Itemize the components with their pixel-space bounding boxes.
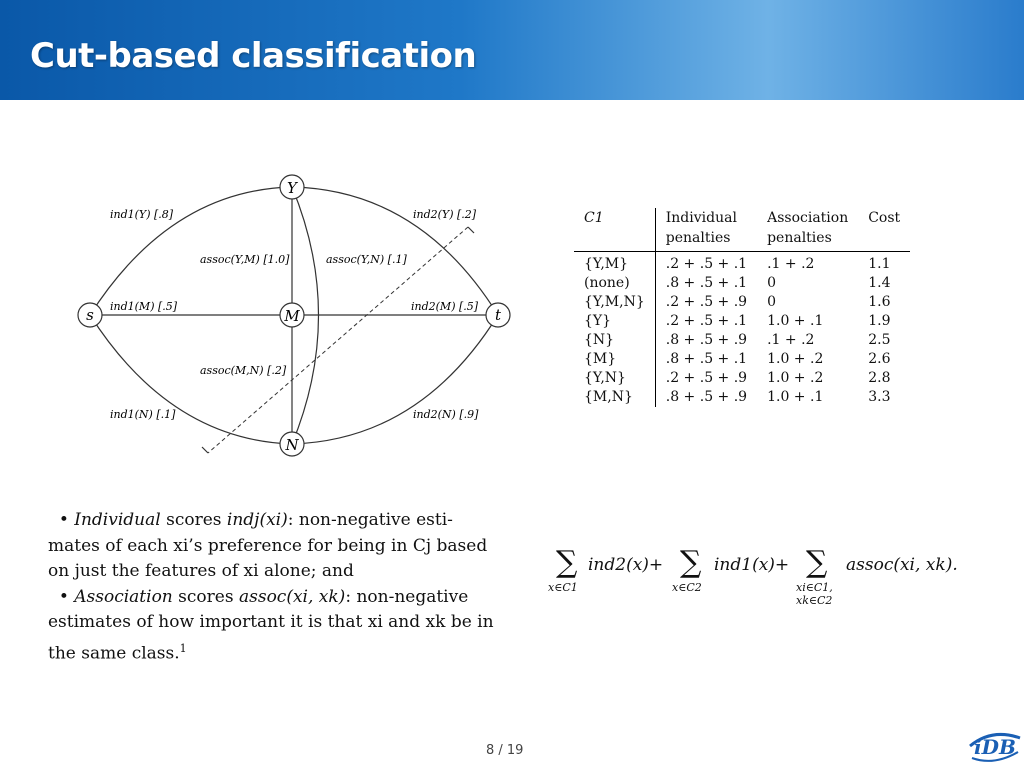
bullet-association: • Association scores assoc(xi, xk): non-negative [58, 586, 469, 607]
svg-text:M: M [284, 307, 300, 325]
bullet-association-line2: estimates of how important it is that xi and xk be in [48, 612, 494, 632]
edge-N-t [292, 315, 498, 444]
label-ind1-M: ind1(M) [.5] [110, 300, 178, 313]
table-row: {M,N} .8 + .5 + .9 1.0 + .1 3.3 [574, 388, 910, 407]
node-Y [280, 175, 304, 199]
table-row: {N} .8 + .5 + .9 .1 + .2 2.5 [574, 331, 910, 350]
sum-symbol-3: ∑ [806, 545, 828, 580]
edge-s-N [90, 315, 292, 444]
svg-text:iDB: iDB [974, 735, 1016, 759]
sum-subscript-2: x∈C2 [672, 581, 702, 594]
formula-term-2: ind1(x)+ [714, 555, 790, 575]
table-row: {M} .8 + .5 + .1 1.0 + .2 2.6 [574, 350, 910, 369]
table-header-row [574, 208, 910, 252]
slide-header [0, 0, 1024, 100]
table-row: (none) .8 + .5 + .1 0 1.4 [574, 274, 910, 293]
header-cost: Cost [868, 210, 901, 226]
edge-Y-t [292, 187, 498, 315]
label-ind1-Y: ind1(Y) [.8] [110, 208, 174, 221]
svg-text:N: N [285, 436, 299, 454]
svg-text:Y: Y [287, 179, 297, 197]
header-individual: Individual penalties [665, 210, 737, 246]
formula-term-3: assoc(xi, xk). [846, 555, 958, 575]
idb-logo [966, 722, 1022, 764]
node-N [280, 432, 304, 456]
bullet-individual-line2: mates of each xi’s preference for being in Cj based [48, 535, 488, 556]
label-ind2-Y: ind2(Y) [.2] [413, 208, 477, 221]
penalty-table [574, 208, 910, 407]
table-row: {Y,M} .2 + .5 + .1 .1 + .2 1.1 [574, 252, 910, 275]
label-assoc-MN: assoc(M,N) [.2] [200, 364, 287, 377]
table-row: {Y} .2 + .5 + .1 1.0 + .1 1.9 [574, 312, 910, 331]
header-c1: C1 [574, 208, 655, 252]
slide-title: Cut-based classification [30, 36, 477, 76]
label-ind2-M: ind2(M) [.5] [411, 300, 479, 313]
sum-symbol-2: ∑ [680, 545, 702, 580]
label-assoc-YM: assoc(Y,M) [1.0] [200, 253, 290, 266]
sum-subscript-3b: xk∈C2 [796, 594, 833, 607]
label-ind1-N: ind1(N) [.1] [110, 408, 176, 421]
node-t [486, 303, 510, 327]
svg-text:s: s [86, 306, 94, 324]
sum-subscript-3a: xi∈C1, [796, 581, 833, 594]
label-assoc-YN: assoc(Y,N) [.1] [326, 253, 407, 266]
bullet-association-line3: the same class.$^1$ [48, 641, 187, 664]
cut-cost-formula [548, 545, 988, 618]
formula-term-1: ind2(x)+ [588, 555, 664, 575]
svg-text:t: t [494, 306, 502, 324]
node-s [78, 303, 102, 327]
table-row: {Y,N} .2 + .5 + .9 1.0 + .2 2.8 [574, 369, 910, 388]
label-ind2-N: ind2(N) [.9] [413, 408, 479, 421]
table-row: {Y,M,N} .2 + .5 + .9 0 1.6 [574, 293, 910, 312]
cut-graph-diagram [70, 172, 520, 462]
header-association: Association penalties [767, 210, 849, 246]
node-M [280, 303, 304, 327]
sum-symbol-1: ∑ [556, 545, 578, 580]
edge-s-Y [90, 187, 292, 315]
bullet-individual-line3: on just the features of xi alone; and [48, 561, 354, 581]
bullet-individual: • Individual scores indj(xi): non-negative esti- [58, 510, 453, 530]
page-indicator: 8 / 19 [486, 743, 524, 758]
sum-subscript-1: x∈C1 [548, 581, 578, 594]
definition-text [48, 508, 508, 667]
